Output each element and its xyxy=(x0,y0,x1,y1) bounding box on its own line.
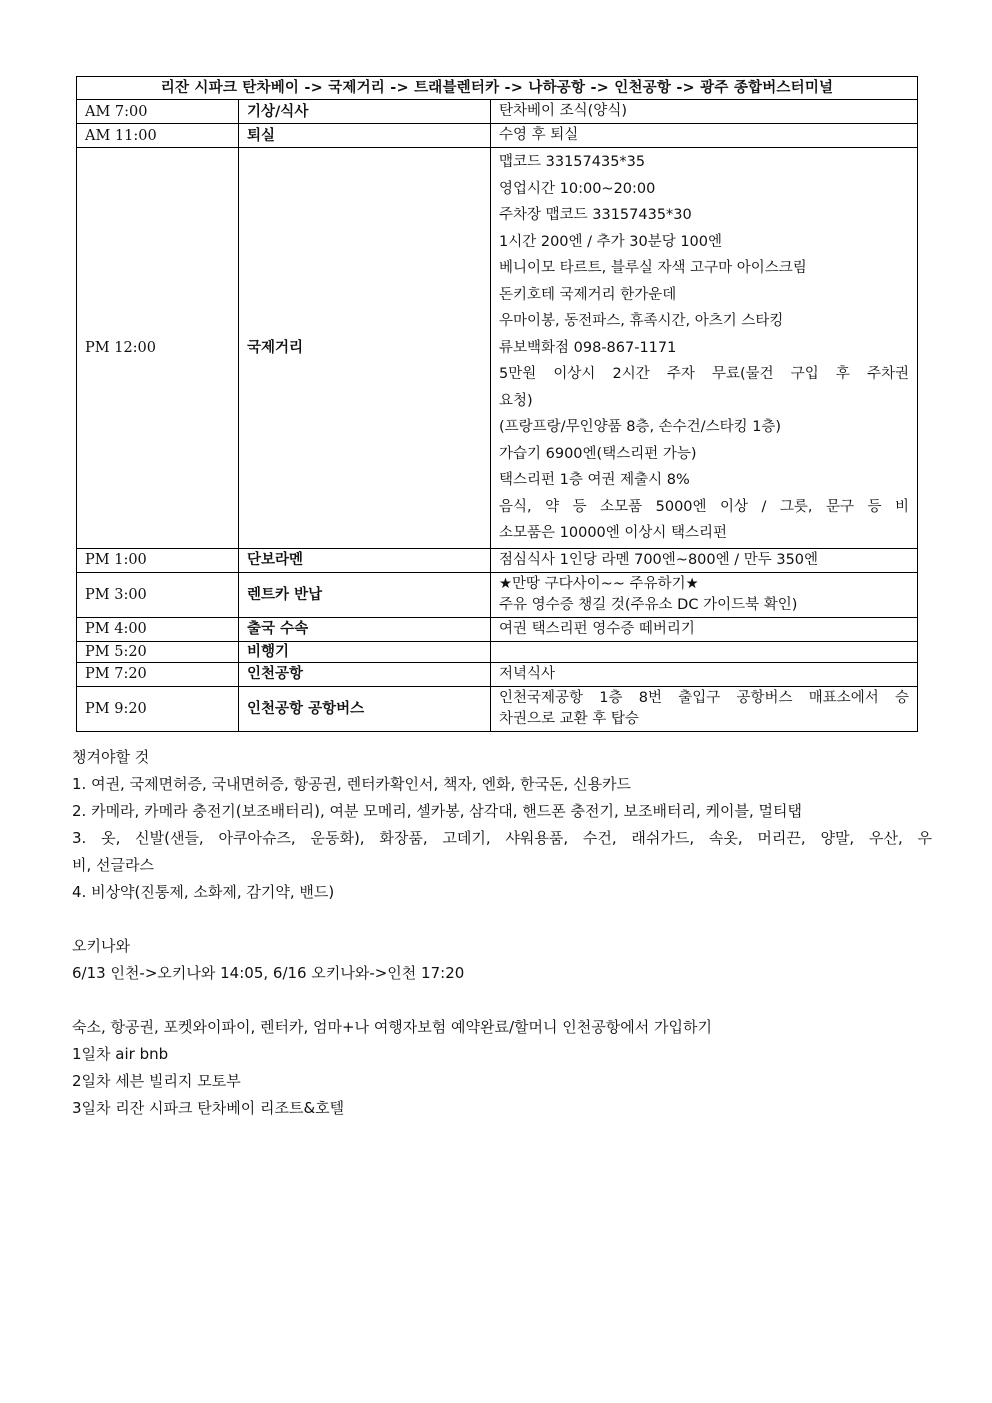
time-cell: PM 12:00 xyxy=(77,148,239,549)
activity-cell: 퇴실 xyxy=(239,124,491,148)
packing-item: 2. 카메라, 카메라 충전기(보조배터리), 여분 모메리, 셀카봉, 삼각대, 핸드폰 충전기, 보조배터리, 케이블, 멀티탭 xyxy=(72,802,802,820)
note-line: 1시간 200엔 / 추가 30분당 100엔 xyxy=(499,233,723,250)
note-line: 베니이모 타르트, 블루실 자색 고구마 아이스크림 xyxy=(499,260,807,276)
note-cell xyxy=(491,148,918,549)
time-cell: PM 9:20 xyxy=(77,686,239,731)
route-header-row xyxy=(77,77,918,100)
time-cell: PM 3:00 xyxy=(77,572,239,617)
packing-item: 비, 선글라스 xyxy=(72,856,154,874)
table-row xyxy=(77,148,918,549)
packing-item: 4. 비상약(진통제, 소화제, 감기약, 밴드) xyxy=(72,883,335,901)
note-line: (프랑프랑/무인양품 8층, 손수건/스타킹 1층) xyxy=(499,419,782,435)
table-row xyxy=(77,662,918,686)
itinerary-table xyxy=(76,76,918,732)
stay-item: 1일차 air bnb xyxy=(72,1045,169,1063)
note-line: 5만원 이상시 2시간 주자 무료(물건 구입 후 주차권 xyxy=(499,366,910,382)
activity-cell: 렌트카 반납 xyxy=(239,572,491,617)
activity-cell: 인천공항 공항버스 xyxy=(239,686,491,731)
spacer xyxy=(72,987,932,1014)
note-line: 우마이봉, 동전파스, 휴족시간, 아츠기 스타킹 xyxy=(499,313,784,329)
note-line: 탄차베이 조식(양식) xyxy=(499,103,627,119)
note-line: 택스리펀 1층 여권 제출시 8% xyxy=(499,472,690,488)
packing-item: 3. 옷, 신발(샌들, 아쿠아슈즈, 운동화), 화장품, 고데기, 샤워용품, 수건, 래쉬가드, 속옷, 머리끈, 양말, 우산, 우 xyxy=(72,829,932,847)
table-row xyxy=(77,641,918,662)
packing-title: 챙겨야할 것 xyxy=(72,748,150,766)
note-line: 차권으로 교환 후 탑승 xyxy=(499,710,639,727)
activity-cell: 국제거리 xyxy=(239,148,491,549)
note-cell xyxy=(491,662,918,686)
time-cell: PM 4:00 xyxy=(77,617,239,641)
time-cell: PM 5:20 xyxy=(77,641,239,662)
note-line: 맵코드 33157435*35 xyxy=(499,154,646,170)
booking-status: 숙소, 항공권, 포켓와이파이, 렌터카, 엄마+나 여행자보험 예약완료/할머니 인천공항에서 가입하기 xyxy=(72,1018,712,1036)
table-row xyxy=(77,572,918,617)
note-line: 주유 영수증 챙길 것(주유소 DC 가이드북 확인) xyxy=(499,596,798,613)
note-line: 수영 후 퇴실 xyxy=(499,127,579,143)
note-cell xyxy=(491,572,918,617)
route-header: 리잔 시파크 탄차베이 -> 국제거리 -> 트래블렌터카 -> 나하공항 -> 인천공항 -> 광주 종합버스터미널 xyxy=(77,77,918,100)
stay-item: 3일차 리잔 시파크 탄차베이 리조트&호텔 xyxy=(72,1099,345,1117)
note-cell xyxy=(491,124,918,148)
note-line: 주차장 맵코드 33157435*30 xyxy=(499,207,692,223)
note-line: 가습기 6900엔(택스리펀 가능) xyxy=(499,445,697,462)
packing-item: 1. 여권, 국제면허증, 국내면허증, 항공권, 렌터카확인서, 책자, 엔화, 한국돈, 신용카드 xyxy=(72,775,632,793)
table-row xyxy=(77,548,918,572)
time-cell: PM 7:20 xyxy=(77,662,239,686)
flight-title: 오키나와 xyxy=(72,937,130,955)
flight-text: 6/13 인천->오키나와 14:05, 6/16 오키나와->인천 17:20 xyxy=(72,964,465,982)
note-line: 여권 택스리펀 영수증 떼버리기 xyxy=(499,620,695,637)
note-cell xyxy=(491,548,918,572)
note-line: ★만땅 구다사이~~ 주유하기★ xyxy=(499,575,699,592)
activity-cell: 인천공항 xyxy=(239,662,491,686)
note-line: 저녁식사 xyxy=(499,665,556,682)
activity-cell: 단보라멘 xyxy=(239,548,491,572)
time-cell: AM 7:00 xyxy=(77,100,239,124)
table-row xyxy=(77,100,918,124)
activity-cell: 기상/식사 xyxy=(239,100,491,124)
stay-item: 2일차 세븐 빌리지 모토부 xyxy=(72,1072,241,1090)
note-line: 음식, 약 등 소모품 5000엔 이상 / 그릇, 문구 등 비 xyxy=(499,498,910,515)
note-line: 영업시간 10:00~20:00 xyxy=(499,180,656,197)
time-cell: PM 1:00 xyxy=(77,548,239,572)
activity-cell: 출국 수속 xyxy=(239,617,491,641)
table-row xyxy=(77,686,918,731)
notes-section xyxy=(72,744,932,1122)
table-row xyxy=(77,617,918,641)
note-line: 돈키호테 국제거리 한가운데 xyxy=(499,286,677,303)
note-line: 소모품은 10000엔 이상시 택스리펀 xyxy=(499,525,728,541)
note-line: 요청) xyxy=(499,392,533,409)
table-row xyxy=(77,124,918,148)
note-cell xyxy=(491,617,918,641)
note-cell xyxy=(491,100,918,124)
note-cell xyxy=(491,686,918,731)
time-cell: AM 11:00 xyxy=(77,124,239,148)
note-line: 인천국제공항 1층 8번 출입구 공항버스 매표소에서 승 xyxy=(499,689,910,706)
activity-cell: 비행기 xyxy=(239,641,491,662)
note-line: 류보백화점 098-867-1171 xyxy=(499,339,677,356)
note-cell xyxy=(491,641,918,662)
spacer xyxy=(72,906,932,933)
note-line: 점심식사 1인당 라멘 700엔~800엔 / 만두 350엔 xyxy=(499,551,819,568)
